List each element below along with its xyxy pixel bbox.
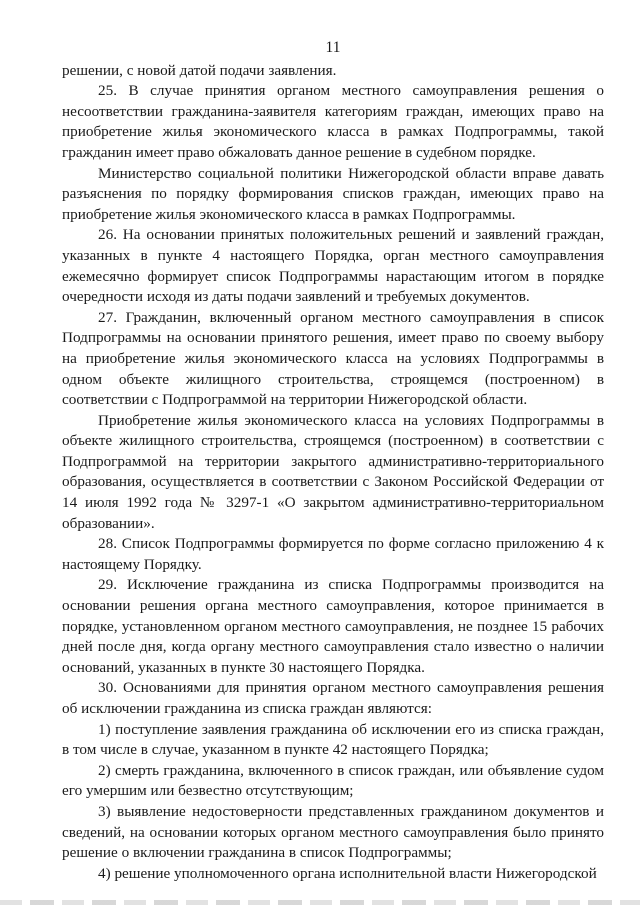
paragraph-25: 25. В случае принятия органом местного самоуправления решения о несоответствии гражданина-заявителя категориям граждан, имеющих право на приобретение жилья экономического класса в рамках Подпрограммы, такой гражданин имеет право обжаловать данное решение в судебном порядке.	[62, 82, 604, 161]
list-item-1: 1) поступление заявления гражданина об исключении его из списка граждан, в том числе в случае, указанном в пункте 42 настоящего Порядка;	[62, 720, 604, 759]
scan-edge-artifact	[0, 900, 640, 905]
paragraph-continuation: решении, с новой датой подачи заявления.	[62, 61, 337, 79]
paragraph-closed-territory: Приобретение жилья экономического класса на условиях Подпрограммы в объекте жилищного строительства, строящемся (построенном) в соответствии с Подпрограммой на территории закрытого административно-территориального образования, осуществляется в соответствии с Законом Российской Федерации от 14 июля 1992 года № 3297-1 «О закрытом административно-территориальном образовании».	[62, 411, 604, 532]
page-number: 11	[325, 39, 341, 56]
list-item-3: 3) выявление недостоверности представленных гражданином документов и сведений, на основании которых органом местного самоуправления было принято решение о включении гражданина в список Подпрограммы;	[62, 802, 604, 862]
paragraph-28: 28. Список Подпрограммы формируется по форме согласно приложению 4 к настоящему Порядку.	[62, 535, 604, 573]
paragraph-27: 27. Гражданин, включенный органом местного самоуправления в список Подпрограммы на основании принятого решения, имеет право по своему выбору на приобретение жилья экономического класса на условиях Подпрограммы в одном объекте жилищного строительства, строящемся (построенном) в соответствии с Подпрограммой на территории Нижегородской области.	[62, 308, 604, 409]
document-page	[62, 38, 604, 884]
paragraph-30: 30. Основаниями для принятия органом местного самоуправления решения об исключении гражданина из списка граждан являются:	[62, 679, 604, 717]
paragraph-29: 29. Исключение гражданина из списка Подпрограммы производится на основании решения органа местного самоуправления, которое принимается в порядке, установленном органом местного самоуправления, не позднее 15 рабочих дней после дня, когда органу местного самоуправления стало известно о наличии оснований, указанных в пункте 30 настоящего Порядка.	[62, 576, 604, 676]
list-item-4: 4) решение уполномоченного органа исполнительной власти Нижегородской	[98, 864, 597, 882]
list-item-2: 2) смерть гражданина, включенного в список граждан, или объявление судом его умершим или безвестно отсутствующим;	[62, 761, 604, 800]
paragraph-26: 26. На основании принятых положительных решений и заявлений граждан, указанных в пункте 4 настоящего Порядка, орган местного самоуправления ежемесячно формирует список Подпрограммы нарастающим итогом в порядке очередности исходя из даты подачи заявлений и требуемых документов.	[62, 226, 604, 306]
paragraph-ministry-clarification: Министерство социальной политики Нижегородской области вправе давать разъяснения по порядку формирования списков граждан, имеющих право на приобретение жилья экономического класса в рамках Подпрограммы.	[62, 164, 604, 223]
